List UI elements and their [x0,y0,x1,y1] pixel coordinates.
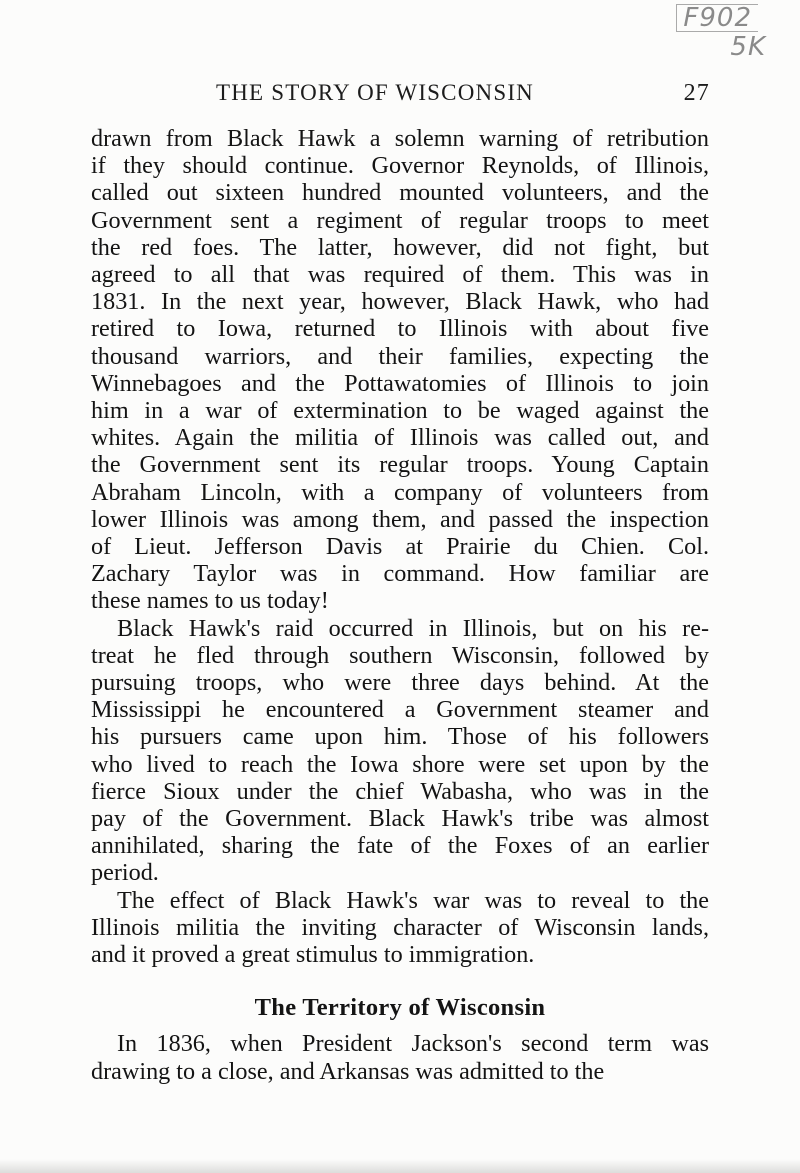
text-line: and it proved a great stimulus to immigration. [91,941,535,969]
handwritten-shelfmark [676,3,766,62]
closing-paragraph-container [91,1030,709,1084]
paragraph [91,1030,709,1084]
text-line: 1831. In the next year, however, Black Hawk, who had [91,288,709,316]
text-line: Abraham Lincoln, with a company of volunteers from [91,478,709,506]
running-head-title: THE STORY OF WISCONSIN [216,80,534,105]
running-head [100,80,710,114]
paragraph [91,125,709,615]
text-line: pay of the Government. Black Hawk's tribe was almost [91,805,709,833]
text-line: these names to us today! [91,587,329,615]
page-number: 27 [683,80,710,106]
text-line: who lived to reach the Iowa shore were set upon by the [91,750,709,778]
text-line: whites. Again the militia of Illinois was called out, and [91,424,709,452]
section-heading: The Territory of Wisconsin [254,994,546,1022]
text-line: agreed to all that was required of them. This was in [91,261,709,289]
text-line: of Lieut. Jefferson Davis at Prairie du Chien. Col. [91,533,709,561]
paragraph-container [91,125,709,968]
shelfmark-line-2: 5K [730,32,766,62]
body-text [91,125,709,1085]
page-bottom-edge [0,1159,800,1173]
shelfmark-line-1: F902 [676,4,758,32]
text-line: his pursuers came upon him. Those of his followers [91,723,709,751]
text-line: the Government sent its regular troops. Young Captain [91,451,709,479]
text-line: The effect of Black Hawk's war was to reveal to the [117,886,709,914]
text-line: Government sent a regiment of regular troops to meet [91,206,709,234]
text-line: drawing to a close, and Arkansas was admitted to the [91,1057,605,1085]
text-line: Mississippi he encountered a Government steamer and [91,696,709,724]
text-line: lower Illinois was among them, and passed the inspection [91,505,709,533]
text-line: retired to Iowa, returned to Illinois with about five [91,315,709,343]
text-line: period. [91,859,159,887]
paragraph [91,615,709,887]
text-line: treat he fled through southern Wisconsin, followed by [91,641,709,669]
text-line: called out sixteen hundred mounted volunteers, and the [91,179,709,207]
text-line: fierce Sioux under the chief Wabasha, who was in the [91,777,709,805]
text-line: the red foes. The latter, however, did not fight, but [91,233,709,261]
text-line: In 1836, when President Jackson's second term was [117,1030,709,1058]
text-line: Winnebagoes and the Pottawatomies of Illinois to join [91,369,709,397]
text-line: Black Hawk's raid occurred in Illinois, but on his re- [117,614,709,642]
text-line: if they should continue. Governor Reynolds, of Illinois, [91,152,709,180]
text-line: drawn from Black Hawk a solemn warning of retribution [91,125,709,152]
text-line: thousand warriors, and their families, expecting the [91,342,709,370]
text-line: Zachary Taylor was in command. How familiar are [91,560,709,588]
text-line: him in a war of extermination to be waged against the [91,397,709,425]
text-line: annihilated, sharing the fate of the Foxes of an earlier [91,832,709,860]
paragraph [91,887,709,969]
text-line: Illinois militia the inviting character of Wisconsin lands, [91,913,709,941]
text-line: pursuing troops, who were three days behind. At the [91,669,709,697]
